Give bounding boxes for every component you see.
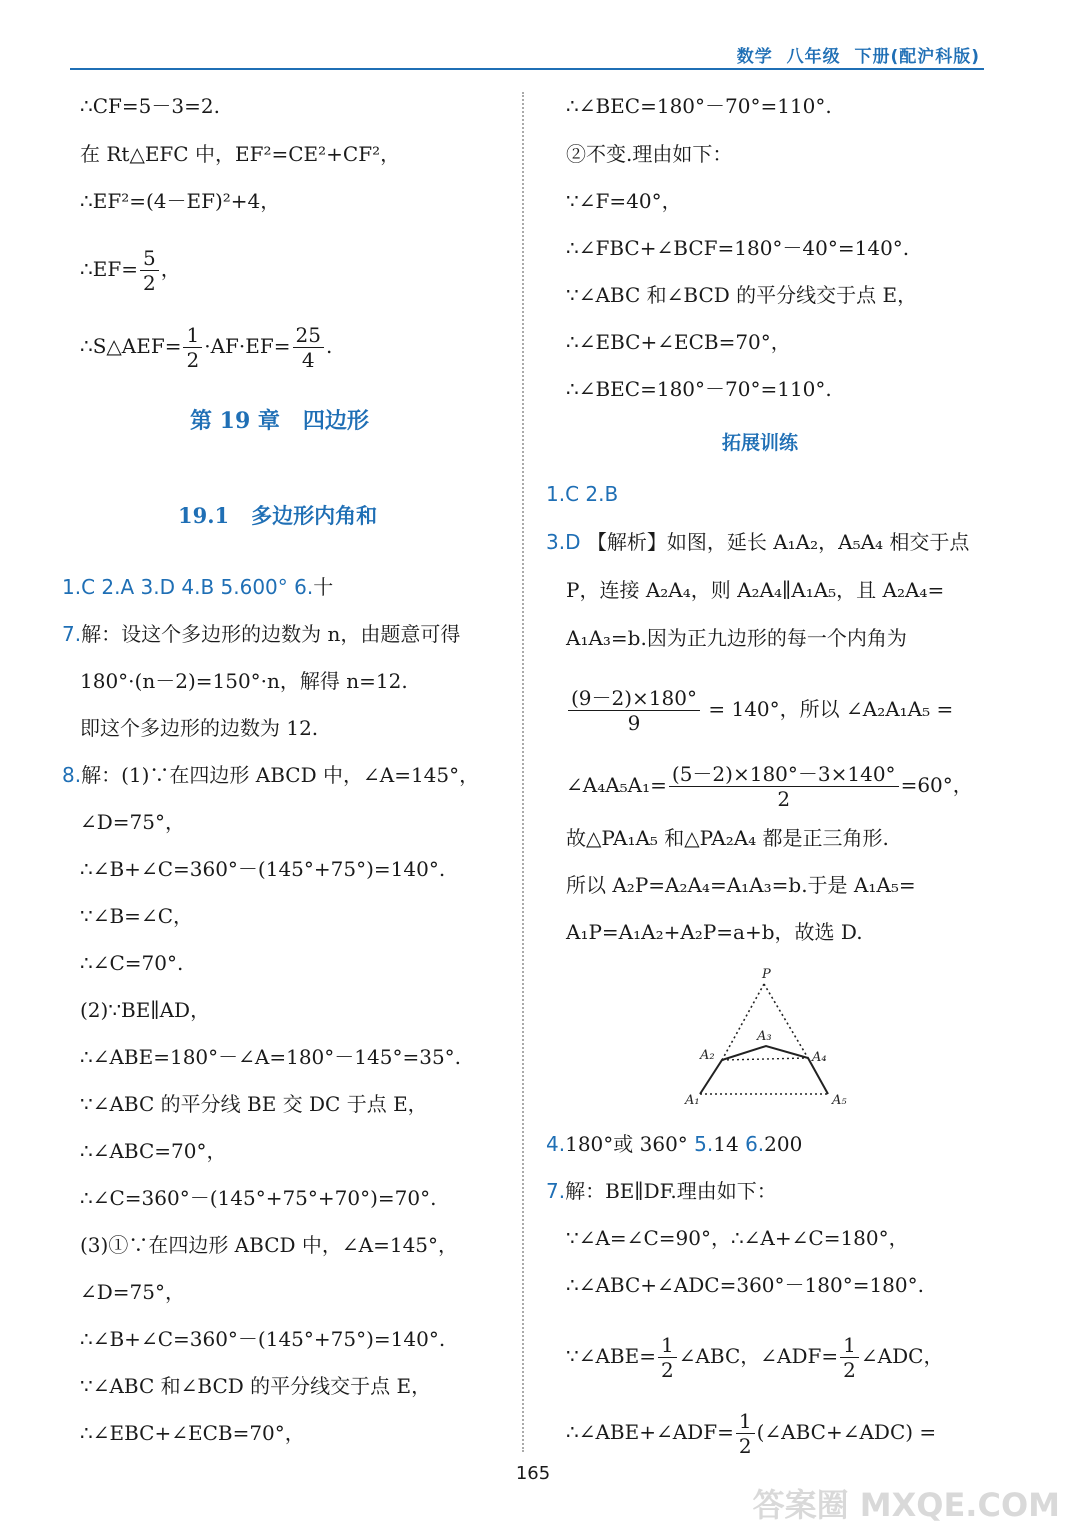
fraction-denominator: 2 xyxy=(660,1358,674,1382)
line-text: 解：BE∥DF.理由如下： xyxy=(565,1179,777,1203)
column-divider xyxy=(522,92,524,1452)
line-text: (2)∵BE∥AD， xyxy=(80,998,211,1022)
text-line xyxy=(546,480,618,508)
line-text: ∴∠B+∠C=360°－(145°+75°)=140°. xyxy=(80,857,446,881)
formula-suffix: ， xyxy=(160,257,181,281)
text-line xyxy=(62,573,333,601)
fraction-denominator: 9 xyxy=(627,711,641,735)
text-line xyxy=(566,375,832,403)
fraction-numerator: 1 xyxy=(183,323,202,348)
label-a2: A₂ xyxy=(700,1048,715,1063)
page-number: 165 xyxy=(515,1463,551,1484)
line-text: 【解析】如图，延长 A₁A₂，A₅A₄ 相交于点 xyxy=(586,530,970,554)
text-line xyxy=(566,624,907,652)
line-text: 180°·(n－2)=150°·n，解得 n=12. xyxy=(80,669,408,693)
fraction-numerator: 1 xyxy=(840,1333,859,1358)
text-line xyxy=(566,1271,924,1299)
text-line xyxy=(80,140,400,168)
line-text: ∴∠BEC=180°－70°=110°. xyxy=(566,94,832,118)
line-text: 所以 A₂P=A₂A₄=A₁A₃=b.于是 A₁A₅= xyxy=(566,873,916,897)
fraction-denominator: 4 xyxy=(301,348,315,372)
line-text: ∴∠B+∠C=360°－(145°+75°)=140°. xyxy=(80,1327,446,1351)
expand-training-heading: 拓展训练 xyxy=(722,432,799,454)
line-text: (3)①∵在四边形 ABCD 中，∠A=145°， xyxy=(80,1233,459,1257)
line-text: 即这个多边形的边数为 12. xyxy=(80,716,319,740)
line-text: ∴∠ABE=180°－∠A=180°－145°=35°. xyxy=(80,1045,462,1069)
line-text: 14 xyxy=(713,1132,746,1156)
line-text: ②不变.理由如下： xyxy=(566,142,733,166)
geometry-figure xyxy=(680,962,860,1112)
label-a5: A₅ xyxy=(832,1093,847,1108)
fraction xyxy=(293,323,324,372)
text-line xyxy=(80,949,183,977)
fraction-denominator: 2 xyxy=(777,787,791,811)
header-title: 数学 八年级 下册(配沪科版) xyxy=(736,47,980,67)
text-line xyxy=(80,1231,458,1259)
text-line xyxy=(80,323,332,372)
item-number: 7. xyxy=(546,1179,566,1203)
fraction-numerator: (5－2)×180°－3×140° xyxy=(669,762,899,787)
text-line xyxy=(80,1419,305,1447)
formula-middle: ·AF·EF= xyxy=(204,334,291,358)
fraction-denominator: 2 xyxy=(142,271,156,295)
fraction xyxy=(183,323,202,372)
line-text: A₁P=A₁A₂+A₂P=a+b，故选 D. xyxy=(566,920,863,944)
label-a4: A₄ xyxy=(812,1050,827,1065)
item-number: 1.C 2.B xyxy=(546,482,619,506)
text-line xyxy=(566,576,944,604)
text-line xyxy=(62,620,460,648)
text-line xyxy=(80,855,445,883)
line-text: 十 xyxy=(313,575,334,599)
line-text: ∴∠EBC+∠ECB=70°， xyxy=(566,330,791,354)
item-number: 3.D xyxy=(546,530,587,554)
line-text: ∴∠C=70°. xyxy=(80,951,184,975)
text-line xyxy=(566,762,973,811)
nonagon-edges xyxy=(700,1046,828,1094)
fraction-numerator: 1 xyxy=(736,1409,755,1434)
formula-prefix: ∴S△AEF= xyxy=(80,334,182,358)
item-number: 4. xyxy=(546,1132,566,1156)
formula-prefix: ∴∠ABE+∠ADF= xyxy=(566,1420,734,1444)
text-line xyxy=(80,1090,428,1118)
formula-suffix: (∠ABC+∠ADC) = xyxy=(756,1420,937,1444)
label-a1: A₁ xyxy=(685,1093,700,1108)
fraction xyxy=(568,686,700,735)
line-text: P，连接 A₂A₄，则 A₂A₄∥A₁A₅，且 A₂A₄= xyxy=(566,578,945,602)
item-number: 7. xyxy=(62,622,82,646)
text-line xyxy=(80,246,181,295)
line-text: ∴∠EBC+∠ECB=70°， xyxy=(80,1421,305,1445)
item-number: 5. xyxy=(694,1132,714,1156)
text-line xyxy=(566,1409,936,1458)
header-rule xyxy=(70,68,984,70)
line-text: ∵∠B=∠C， xyxy=(80,904,193,928)
label-a3: A₃ xyxy=(757,1029,772,1044)
formula-suffix: . xyxy=(325,334,333,358)
line-text: ∴EF²=(4－EF)²+4， xyxy=(80,189,281,213)
line-text: ∠D=75°， xyxy=(80,1280,185,1304)
item-number: 6. xyxy=(745,1132,765,1156)
text-line xyxy=(546,1130,802,1158)
fraction xyxy=(658,1333,677,1382)
line-text: 在 Rt△EFC 中，EF²=CE²+CF²， xyxy=(80,142,401,166)
fraction xyxy=(669,762,899,811)
page-header xyxy=(70,40,984,70)
text-line xyxy=(566,686,953,735)
text-line xyxy=(566,187,682,215)
fraction xyxy=(840,1333,859,1382)
line-text: ∵∠ABC 和∠BCD 的平分线交于点 E， xyxy=(566,283,918,307)
text-line xyxy=(80,667,408,695)
formula-prefix: ∴EF= xyxy=(80,257,138,281)
fraction-denominator: 2 xyxy=(186,348,200,372)
line-text: ∵∠ABC 和∠BCD 的平分线交于点 E， xyxy=(80,1374,432,1398)
fraction-denominator: 2 xyxy=(738,1434,752,1458)
item-number: 1.C 2.A 3.D 4.B 5.600° 6. xyxy=(62,575,314,599)
line-text: ∴∠FBC+∠BCF=180°－40°=140°. xyxy=(566,236,910,260)
section-heading: 19.1 多边形内角和 xyxy=(178,503,378,528)
line-text: 解：设这个多边形的边数为 n，由题意可得 xyxy=(81,622,461,646)
text-line xyxy=(566,918,863,946)
fraction-denominator: 2 xyxy=(843,1358,856,1382)
line-text: ∵∠A=∠C=90°，∴∠A+∠C=180°， xyxy=(566,1226,909,1250)
line-text: ∠D=75°， xyxy=(80,810,185,834)
text-line xyxy=(80,187,280,215)
line-text: 故△PA₁A₅ 和△PA₂A₄ 都是正三角形. xyxy=(566,826,889,850)
formula-prefix: ∠A₄A₅A₁= xyxy=(566,773,667,797)
text-line xyxy=(80,1325,445,1353)
text-line xyxy=(80,1372,431,1400)
line-text: ∵∠F=40°， xyxy=(566,189,682,213)
line-text: ∴CF=5－3=2. xyxy=(80,94,220,118)
formula-suffix: =60°， xyxy=(900,773,973,797)
line-text: ∴∠ABC=70°， xyxy=(80,1139,227,1163)
text-line xyxy=(80,996,210,1024)
text-line xyxy=(566,1224,909,1252)
text-line xyxy=(80,714,318,742)
text-line xyxy=(566,281,917,309)
item-number: 8. xyxy=(62,763,82,787)
line-text: 200 xyxy=(764,1132,803,1156)
label-p: P xyxy=(762,967,771,982)
text-line xyxy=(566,871,916,899)
formula-middle: ∠ABC，∠ADF= xyxy=(678,1344,839,1368)
chapter-heading: 第 19 章 四边形 xyxy=(190,408,369,434)
line-text: ∴∠BEC=180°－70°=110°. xyxy=(566,377,832,401)
formula-suffix: ∠ADC， xyxy=(860,1344,944,1368)
text-line xyxy=(566,92,832,120)
text-line xyxy=(80,92,220,120)
formula-suffix: = 140°，所以 ∠A₂A₁A₅ = xyxy=(702,697,954,721)
text-line xyxy=(546,1177,777,1205)
text-line xyxy=(80,1137,227,1165)
formula-prefix: ∵∠ABE= xyxy=(566,1344,656,1368)
fraction-numerator: 25 xyxy=(293,323,324,348)
fraction xyxy=(140,246,159,295)
text-line xyxy=(566,1333,943,1382)
fraction-numerator: 5 xyxy=(140,246,159,271)
text-line xyxy=(80,902,193,930)
line-text: ∴∠C=360°－(145°+75°+70°)=70°. xyxy=(80,1186,437,1210)
line-text: 解：(1)∵在四边形 ABCD 中，∠A=145°， xyxy=(81,763,480,787)
fraction xyxy=(736,1409,755,1458)
text-line xyxy=(566,140,732,168)
watermark: 答案圈 MXQE.COM xyxy=(752,1486,1060,1524)
line-text: A₁A₃=b.因为正九边形的每一个内角为 xyxy=(566,626,907,650)
fraction-numerator: 1 xyxy=(658,1333,677,1358)
text-line xyxy=(566,234,909,262)
fraction-numerator: (9－2)×180° xyxy=(568,686,700,711)
text-line xyxy=(546,528,969,556)
text-line xyxy=(80,1043,461,1071)
text-line xyxy=(62,761,479,789)
line-text: ∵∠ABC 的平分线 BE 交 DC 于点 E， xyxy=(80,1092,428,1116)
text-line xyxy=(80,808,185,836)
text-line xyxy=(566,328,791,356)
text-line xyxy=(80,1278,185,1306)
line-text: ∴∠ABC+∠ADC=360°－180°=180°. xyxy=(566,1273,924,1297)
text-line xyxy=(566,824,889,852)
text-line xyxy=(80,1184,436,1212)
edge-a2-a4 xyxy=(722,1058,808,1060)
line-text: 180°或 360° xyxy=(565,1132,695,1156)
